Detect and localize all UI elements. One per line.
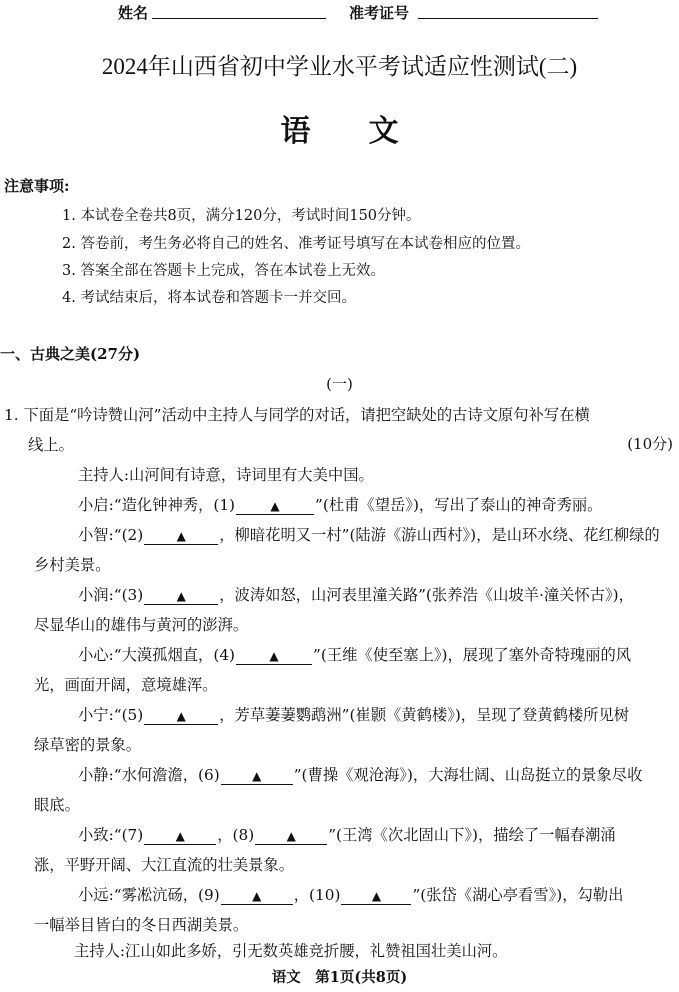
dialogue-text: ，柳暗花明又一村”(陆游《游山西村》)，是山环水绕、花红柳绿的: [219, 526, 660, 544]
note-item: 2. 答卷前，考生务必将自己的姓名、准考证号填写在本试卷相应的位置。: [62, 236, 530, 252]
dialogue-xiaoxin: [78, 643, 631, 665]
question-stem: 1. 下面是“吟诗赞山河”活动中主持人与同学的对话，请把空缺处的古诗文原句补写在横: [4, 406, 590, 424]
triangle-icon: ▲: [252, 889, 262, 903]
dialogue-text: 小心:“大漠孤烟直，(4): [78, 646, 236, 664]
note-item: 4. 考试结束后，将本试卷和答题卡一并交回。: [62, 290, 356, 306]
page-footer: 语文 第1页(共8页): [271, 969, 408, 986]
name-field[interactable]: [152, 18, 326, 19]
answer-blank-9[interactable]: [221, 886, 293, 905]
dialogue-text: ”(张岱《湖心亭看雪》)，勾勒出: [412, 886, 624, 904]
note-item: 1. 本试卷全卷共8页，满分120分，考试时间150分钟。: [62, 208, 421, 224]
note-item: 3. 答案全部在答题卡上完成，答在本试卷上无效。: [62, 263, 385, 279]
dialogue-xiaozhi2-cont: 涨，平野开阔、大江直流的壮美景象。: [34, 856, 295, 874]
dialogue-text: ，芳草萋萋鹦鹉洲”(崔颢《黄鹤楼》)，呈现了登黄鹤楼所见树: [219, 706, 630, 724]
triangle-icon: ▲: [286, 829, 296, 843]
dialogue-text: ”(杜甫《望岳》)，写出了泰山的神奇秀丽。: [315, 496, 603, 514]
notes-heading: 注意事项:: [4, 177, 70, 195]
exam-no-field[interactable]: [418, 18, 598, 19]
dialogue-xiaoning: [78, 703, 629, 725]
dialogue-xiaojing: [78, 763, 642, 785]
section-heading: 一、古典之美(27分): [0, 345, 141, 363]
answer-blank-10[interactable]: [341, 886, 411, 905]
dialogue-text: 小致:“(7): [78, 826, 144, 844]
dialogue-xiaozhi-cont: 乡村美景。: [34, 556, 111, 574]
answer-blank-7[interactable]: [144, 826, 216, 845]
answer-blank-3[interactable]: [144, 586, 218, 605]
exam-no-label: 准考证号: [349, 4, 410, 22]
dialogue-xiaorun: [78, 583, 634, 605]
triangle-icon: ▲: [252, 769, 262, 783]
triangle-icon: ▲: [176, 709, 186, 723]
name-label: 姓名: [118, 4, 149, 22]
question-stem-cont: 线上。: [28, 436, 74, 454]
dialogue-text: 小智:“(2): [78, 526, 144, 544]
dialogue-text: ，(10): [293, 886, 341, 904]
dialogue-xiaoyuan-cont: 一幅举目皆白的冬日西湖美景。: [34, 916, 249, 934]
dialogue-xiaojing-cont: 眼底。: [34, 796, 80, 814]
dialogue-text: ，(8): [217, 826, 255, 844]
triangle-icon: ▲: [270, 499, 280, 513]
answer-blank-5[interactable]: [144, 706, 218, 725]
dialogue-xiaoxin-cont: 光，画面开阔，意境雄浑。: [34, 676, 218, 694]
exam-title: 2024年山西省初中学业水平考试适应性测试(二): [101, 54, 578, 79]
dialogue-text: ”(曹操《观沧海》)，大海壮阔、山岛挺立的景象尽收: [293, 766, 643, 784]
dialogue-xiaoning-cont: 绿草密的景象。: [34, 736, 142, 754]
dialogue-xiaorun-cont: 尽显华山的雄伟与黄河的澎湃。: [34, 616, 249, 634]
dialogue-text: 小静:“水何澹澹，(6): [78, 766, 220, 784]
dialogue-xiaoyuan: [78, 883, 623, 905]
dialogue-text: 小宁:“(5): [78, 706, 144, 724]
triangle-icon: ▲: [176, 529, 186, 543]
subject-title: 语文: [280, 114, 457, 149]
dialogue-xiaozhi: [78, 523, 660, 545]
answer-blank-1[interactable]: [236, 496, 314, 515]
triangle-icon: ▲: [269, 649, 279, 663]
dialogue-text: ”(王湾《次北固山下》)，描绘了一幅春潮涌: [328, 826, 616, 844]
dialogue-text: ”(王维《使至塞上》)，展现了塞外奇特瑰丽的风: [313, 646, 632, 664]
dialogue-text: 小远:“雾凇沆砀，(9): [78, 886, 220, 904]
dialogue-host-close: 主持人:江山如此多娇，引无数英雄竞折腰，礼赞祖国壮美山河。: [74, 942, 508, 960]
dialogue-host-open: 主持人:山河间有诗意，诗词里有大美中国。: [78, 466, 374, 484]
dialogue-text: 小启:“造化钟神秀，(1): [78, 496, 236, 514]
answer-blank-6[interactable]: [221, 766, 293, 785]
dialogue-text: ，波涛如怒，山河表里潼关路”(张养浩《山坡羊·潼关怀古》)，: [219, 586, 634, 604]
triangle-icon: ▲: [176, 589, 186, 603]
triangle-icon: ▲: [371, 889, 382, 903]
answer-blank-8[interactable]: [255, 826, 327, 845]
dialogue-text: 小润:“(3): [78, 586, 144, 604]
answer-blank-2[interactable]: [144, 526, 218, 545]
dialogue-xiaozhi2: [78, 823, 616, 845]
answer-blank-4[interactable]: [236, 646, 312, 665]
part-heading: (一): [326, 375, 353, 393]
question-score: (10分): [627, 435, 673, 453]
triangle-icon: ▲: [175, 829, 185, 843]
dialogue-xiaoqi: [78, 493, 602, 515]
